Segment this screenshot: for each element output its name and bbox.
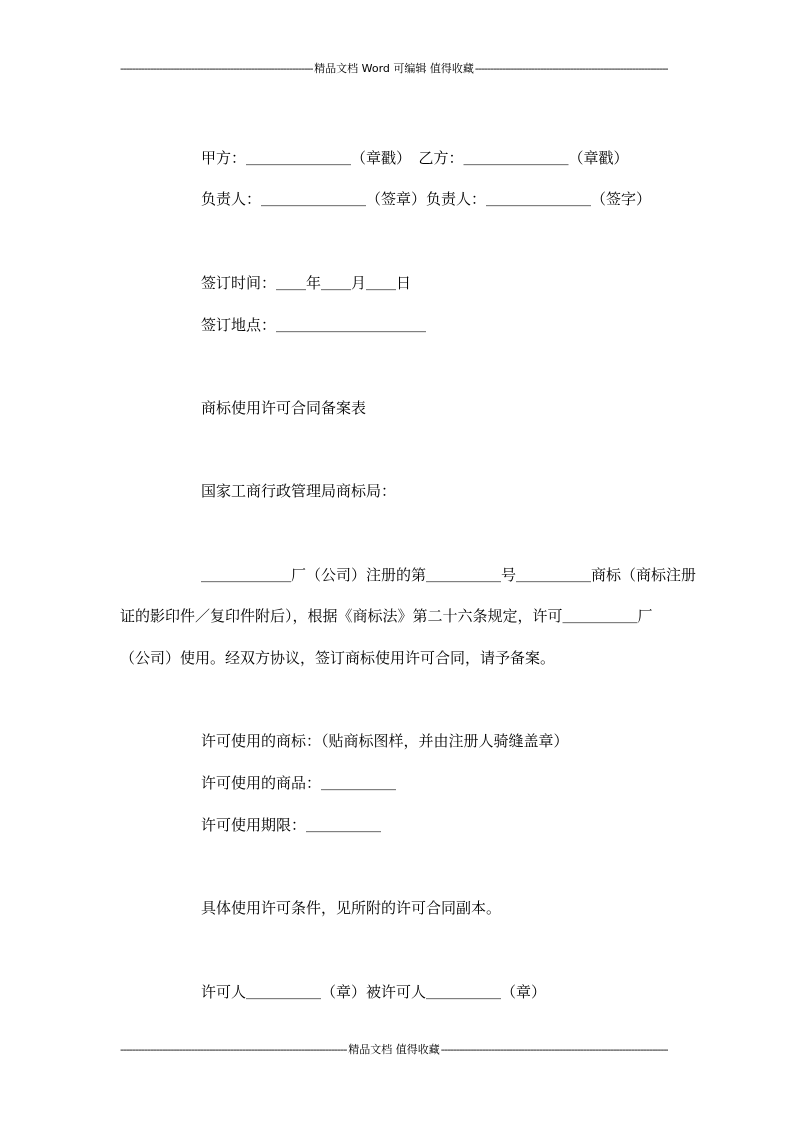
page-footer [120, 1043, 668, 1057]
header-rule-left [120, 62, 313, 76]
paragraph-line-2: 证的影印件／复印件附后），根据《商标法》第二十六条规定，许可＿＿＿＿＿厂 [120, 607, 653, 625]
footer-rule-left [120, 1043, 347, 1057]
footer-text: 精品文档 值得收藏 [348, 1043, 440, 1056]
footer-rule-right [441, 1043, 668, 1057]
responsible-line: 负责人：＿＿＿＿＿＿＿（签章）负责人：＿＿＿＿＿＿＿（签字） [201, 190, 652, 208]
sign-place-line: 签订地点：＿＿＿＿＿＿＿＿＿＿ [201, 316, 427, 334]
license-term-line: 许可使用期限：＿＿＿＿＿ [201, 816, 382, 834]
form-title: 商标使用许可合同备案表 [201, 399, 367, 417]
page-header [120, 62, 668, 76]
licensed-goods-line: 许可使用的商品：＿＿＿＿＿ [201, 774, 397, 792]
paragraph-line-1: ＿＿＿＿＿＿厂（公司）注册的第＿＿＿＿＿号＿＿＿＿＿商标（商标注册 [201, 566, 697, 584]
header-rule-right [475, 62, 668, 76]
licensor-line: 许可人＿＿＿＿＿（章）被许可人＿＿＿＿＿（章） [201, 983, 547, 1001]
conditions-line: 具体使用许可条件，见所附的许可合同副本。 [201, 899, 502, 917]
addressee: 国家工商行政管理局商标局： [201, 482, 397, 500]
paragraph-line-3: （公司）使用。经双方协议，签订商标使用许可合同，请予备案。 [120, 649, 556, 667]
sign-date-line: 签订时间：＿＿年＿＿月＿＿日 [201, 274, 412, 292]
licensed-mark-line: 许可使用的商标：（贴商标图样，并由注册人骑缝盖章） [201, 732, 569, 750]
party-line: 甲方：＿＿＿＿＿＿＿（章戳） 乙方：＿＿＿＿＿＿＿（章戳） [201, 149, 629, 167]
header-text: 精品文档 Word 可编辑 值得收藏 [314, 62, 474, 75]
